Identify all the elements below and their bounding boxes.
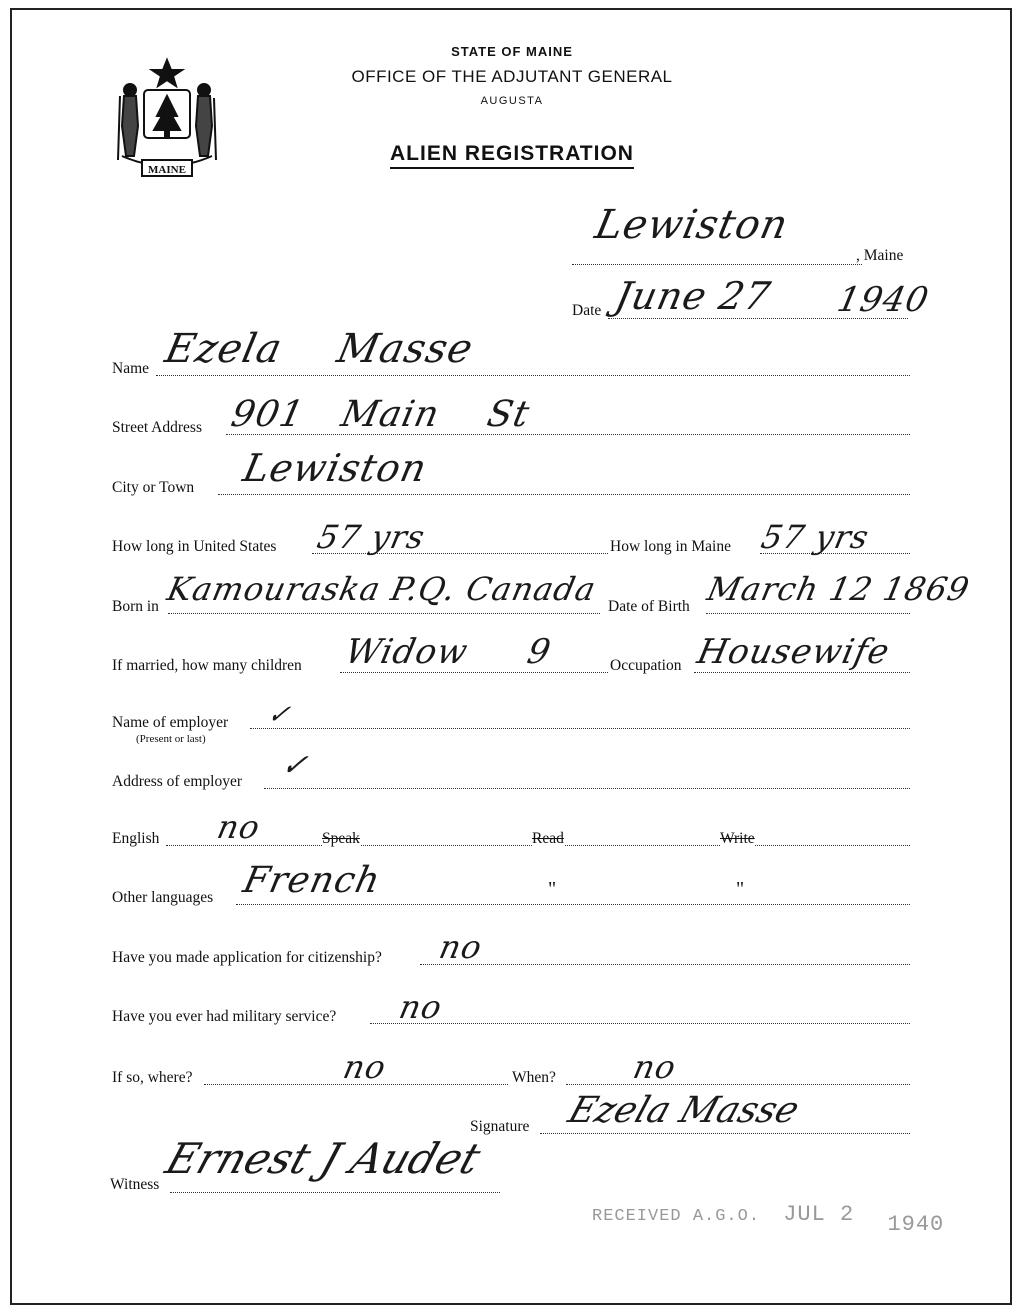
other-languages-label: Other languages (112, 889, 214, 906)
employer-address-line (264, 788, 910, 789)
military-line (370, 1023, 910, 1024)
born-in-line (168, 613, 600, 614)
maine-label: , Maine (856, 247, 904, 264)
witness-entry: Ernest J Audet (160, 1134, 487, 1183)
ditto-mark-2: " (736, 878, 745, 900)
occupation-line (694, 672, 910, 673)
employer-name-label: Name of employer (112, 714, 229, 731)
received-stamp: RECEIVED A.G.O. JUL 2 1940 (592, 1202, 945, 1237)
city-line (218, 494, 910, 495)
year-entry: 1940 (833, 280, 933, 320)
married-line (340, 672, 608, 673)
present-or-last-note: (Present or last) (136, 733, 206, 745)
signature-line (540, 1133, 910, 1134)
other-languages-entry: French (239, 860, 385, 901)
other-languages-line (236, 904, 910, 905)
read-label: Read (532, 830, 564, 847)
form-title: ALIEN REGISTRATION (0, 142, 1024, 166)
last-name-entry: Masse (333, 326, 478, 372)
occupation-entry: Housewife (693, 632, 894, 672)
date-entry: June 27 (611, 274, 775, 318)
date-label: Date (572, 302, 602, 319)
street-name-entry: Main (337, 394, 444, 435)
english-entry: no (213, 808, 264, 846)
header-office: OFFICE OF THE ADJUTANT GENERAL (351, 67, 673, 86)
name-label: Name (112, 360, 150, 377)
signature-label: Signature (470, 1118, 530, 1135)
street-number-entry: 901 (227, 394, 309, 435)
header-state: STATE OF MAINE (451, 44, 573, 59)
signature-entry: Ezela Masse (563, 1090, 805, 1131)
employer-address-label: Address of employer (112, 773, 242, 790)
married-label: If married, how many children (112, 657, 302, 674)
name-line (156, 375, 910, 376)
street-label: Street Address (112, 419, 202, 436)
header-city: AUGUSTA (480, 95, 544, 107)
years-maine-entry: 57 yrs (757, 518, 873, 556)
years-us-entry: 57 yrs (313, 518, 429, 556)
citizenship-label: Have you made application for citizenship? (112, 949, 382, 966)
occupation-label: Occupation (610, 657, 682, 674)
military-entry: no (395, 988, 446, 1026)
write-label: Write (720, 830, 755, 847)
first-name-entry: Ezela (161, 326, 287, 372)
english-label: English (112, 830, 160, 847)
street-line (226, 434, 910, 435)
birth-date-entry: March 12 1869 (703, 570, 974, 608)
military-label: Have you ever had military service? (112, 1008, 337, 1025)
citizenship-line (420, 964, 910, 965)
city-label: City or Town (112, 479, 195, 496)
place-entry: Lewiston (591, 202, 793, 248)
employer-name-line (250, 728, 910, 729)
city-entry: Lewiston (239, 446, 432, 490)
born-in-label: Born in (112, 598, 159, 615)
when-entry: no (629, 1048, 680, 1086)
speak-label: Speak (322, 830, 360, 847)
employer-name-entry: ✓ (264, 700, 294, 730)
if-so-where-label: If so, where? (112, 1069, 193, 1086)
when-line (566, 1084, 910, 1085)
witness-label: Witness (110, 1176, 160, 1193)
when-label: When? (512, 1069, 556, 1086)
date-of-birth-line (706, 613, 910, 614)
date-of-birth-label: Date of Birth (608, 598, 690, 615)
where-entry: no (339, 1048, 390, 1086)
children-entry: 9 (523, 632, 555, 672)
seal-banner-text: MAINE (148, 164, 186, 176)
employer-address-entry: ✓ (278, 748, 312, 783)
how-long-us-label: How long in United States (112, 538, 277, 555)
citizenship-entry: no (435, 928, 486, 966)
place-line (572, 264, 862, 265)
witness-line (170, 1192, 500, 1193)
street-suffix-entry: St (483, 394, 534, 435)
birthplace-entry: Kamouraska P.Q. Canada (163, 570, 600, 608)
ditto-mark-1: " (548, 878, 557, 900)
marital-entry: Widow (341, 632, 472, 672)
how-long-maine-label: How long in Maine (610, 538, 731, 555)
